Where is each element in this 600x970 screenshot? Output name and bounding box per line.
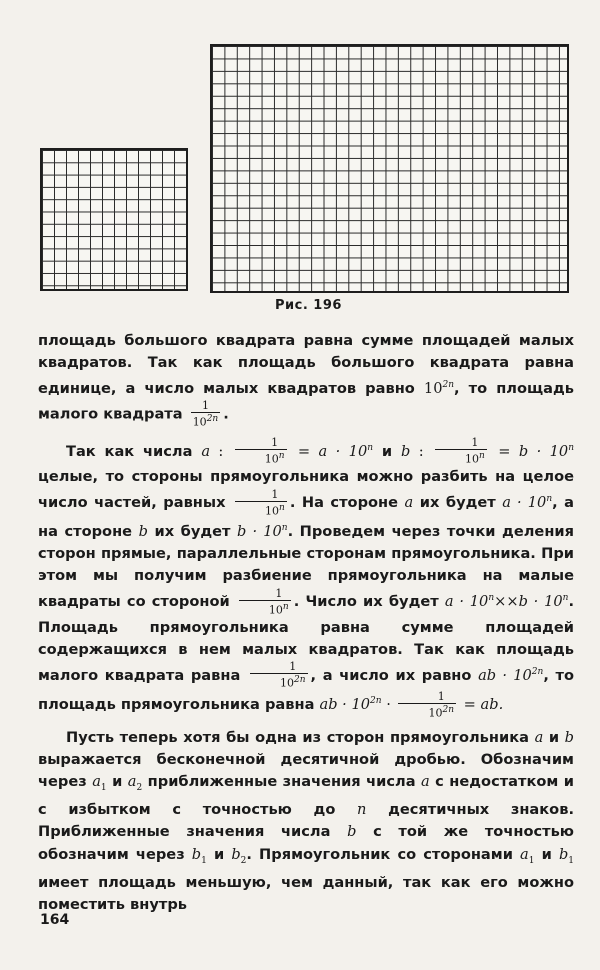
paragraph-3: Пусть теперь хотя бы одна из сторон прямоугольника a и b выражается бесконечной десятичной дробью. Обозначим через $a_1$ и $a_2$ приближенные значения числа a с недостатком и с избытком с точностью до n десятичных знаков. Приближенные значения числа b с той же точностью обозначим через $b_1$ и $b_2$. Прямоугольник со сторонами $a_1$ и $b_1$ имеет площадь меньшую, чем данный, так как его можно поместить внутрь [38, 729, 575, 913]
small-square-grid [40, 148, 188, 291]
figure-caption: Рис. 196 [275, 298, 342, 313]
page-number: 164 [40, 912, 70, 928]
large-rectangle-grid [210, 44, 569, 293]
fraction-1-over-10-2n: $\frac{1}{10^{2n}}$ [192, 399, 219, 429]
body-text [38, 330, 574, 916]
paragraph-2: Так как числа a : $\frac{1}{10^n}$ = $a \cdot 10^n$ и b : $\frac{1}{10^n}$ = $b \cdot 10^n$ целые, то стороны прямоугольника можно разбить на целое число частей, равных $\frac{1}{10^n}$ . На стороне a их будет $a \cdot 10^n$, а на стороне b их будет $b \cdot 10^n$. Проведем через точки деления сторон прямые, параллельные сторонам прямоугольника. При этом мы получим разбиение прямоугольника на малые квадраты со стороной $\frac{1}{10^n}$ . Число их будет $a \cdot 10^n\times\times b \cdot 10^n$. Площадь прямоугольника равна сумме площадей содержащихся в нем малых квадратов. Так как площадь малого квадрата равна $\frac{1}{10^{2n}}$ , а число их равно ab · $10^{2n}$, то площадь прямоугольника равна ab · $10^{2n}$ · $\frac{1}{10^{2n}}$ = ab. [38, 436, 575, 720]
paragraph-1: площадь большого квадрата равна сумме площадей малых квадратов. Так как площадь большого квадрата равна единице, а число малых квадратов равно $10^{2n}$, то площадь малого квадрата $\frac{1}{10^{2n}}$ . [38, 332, 574, 429]
